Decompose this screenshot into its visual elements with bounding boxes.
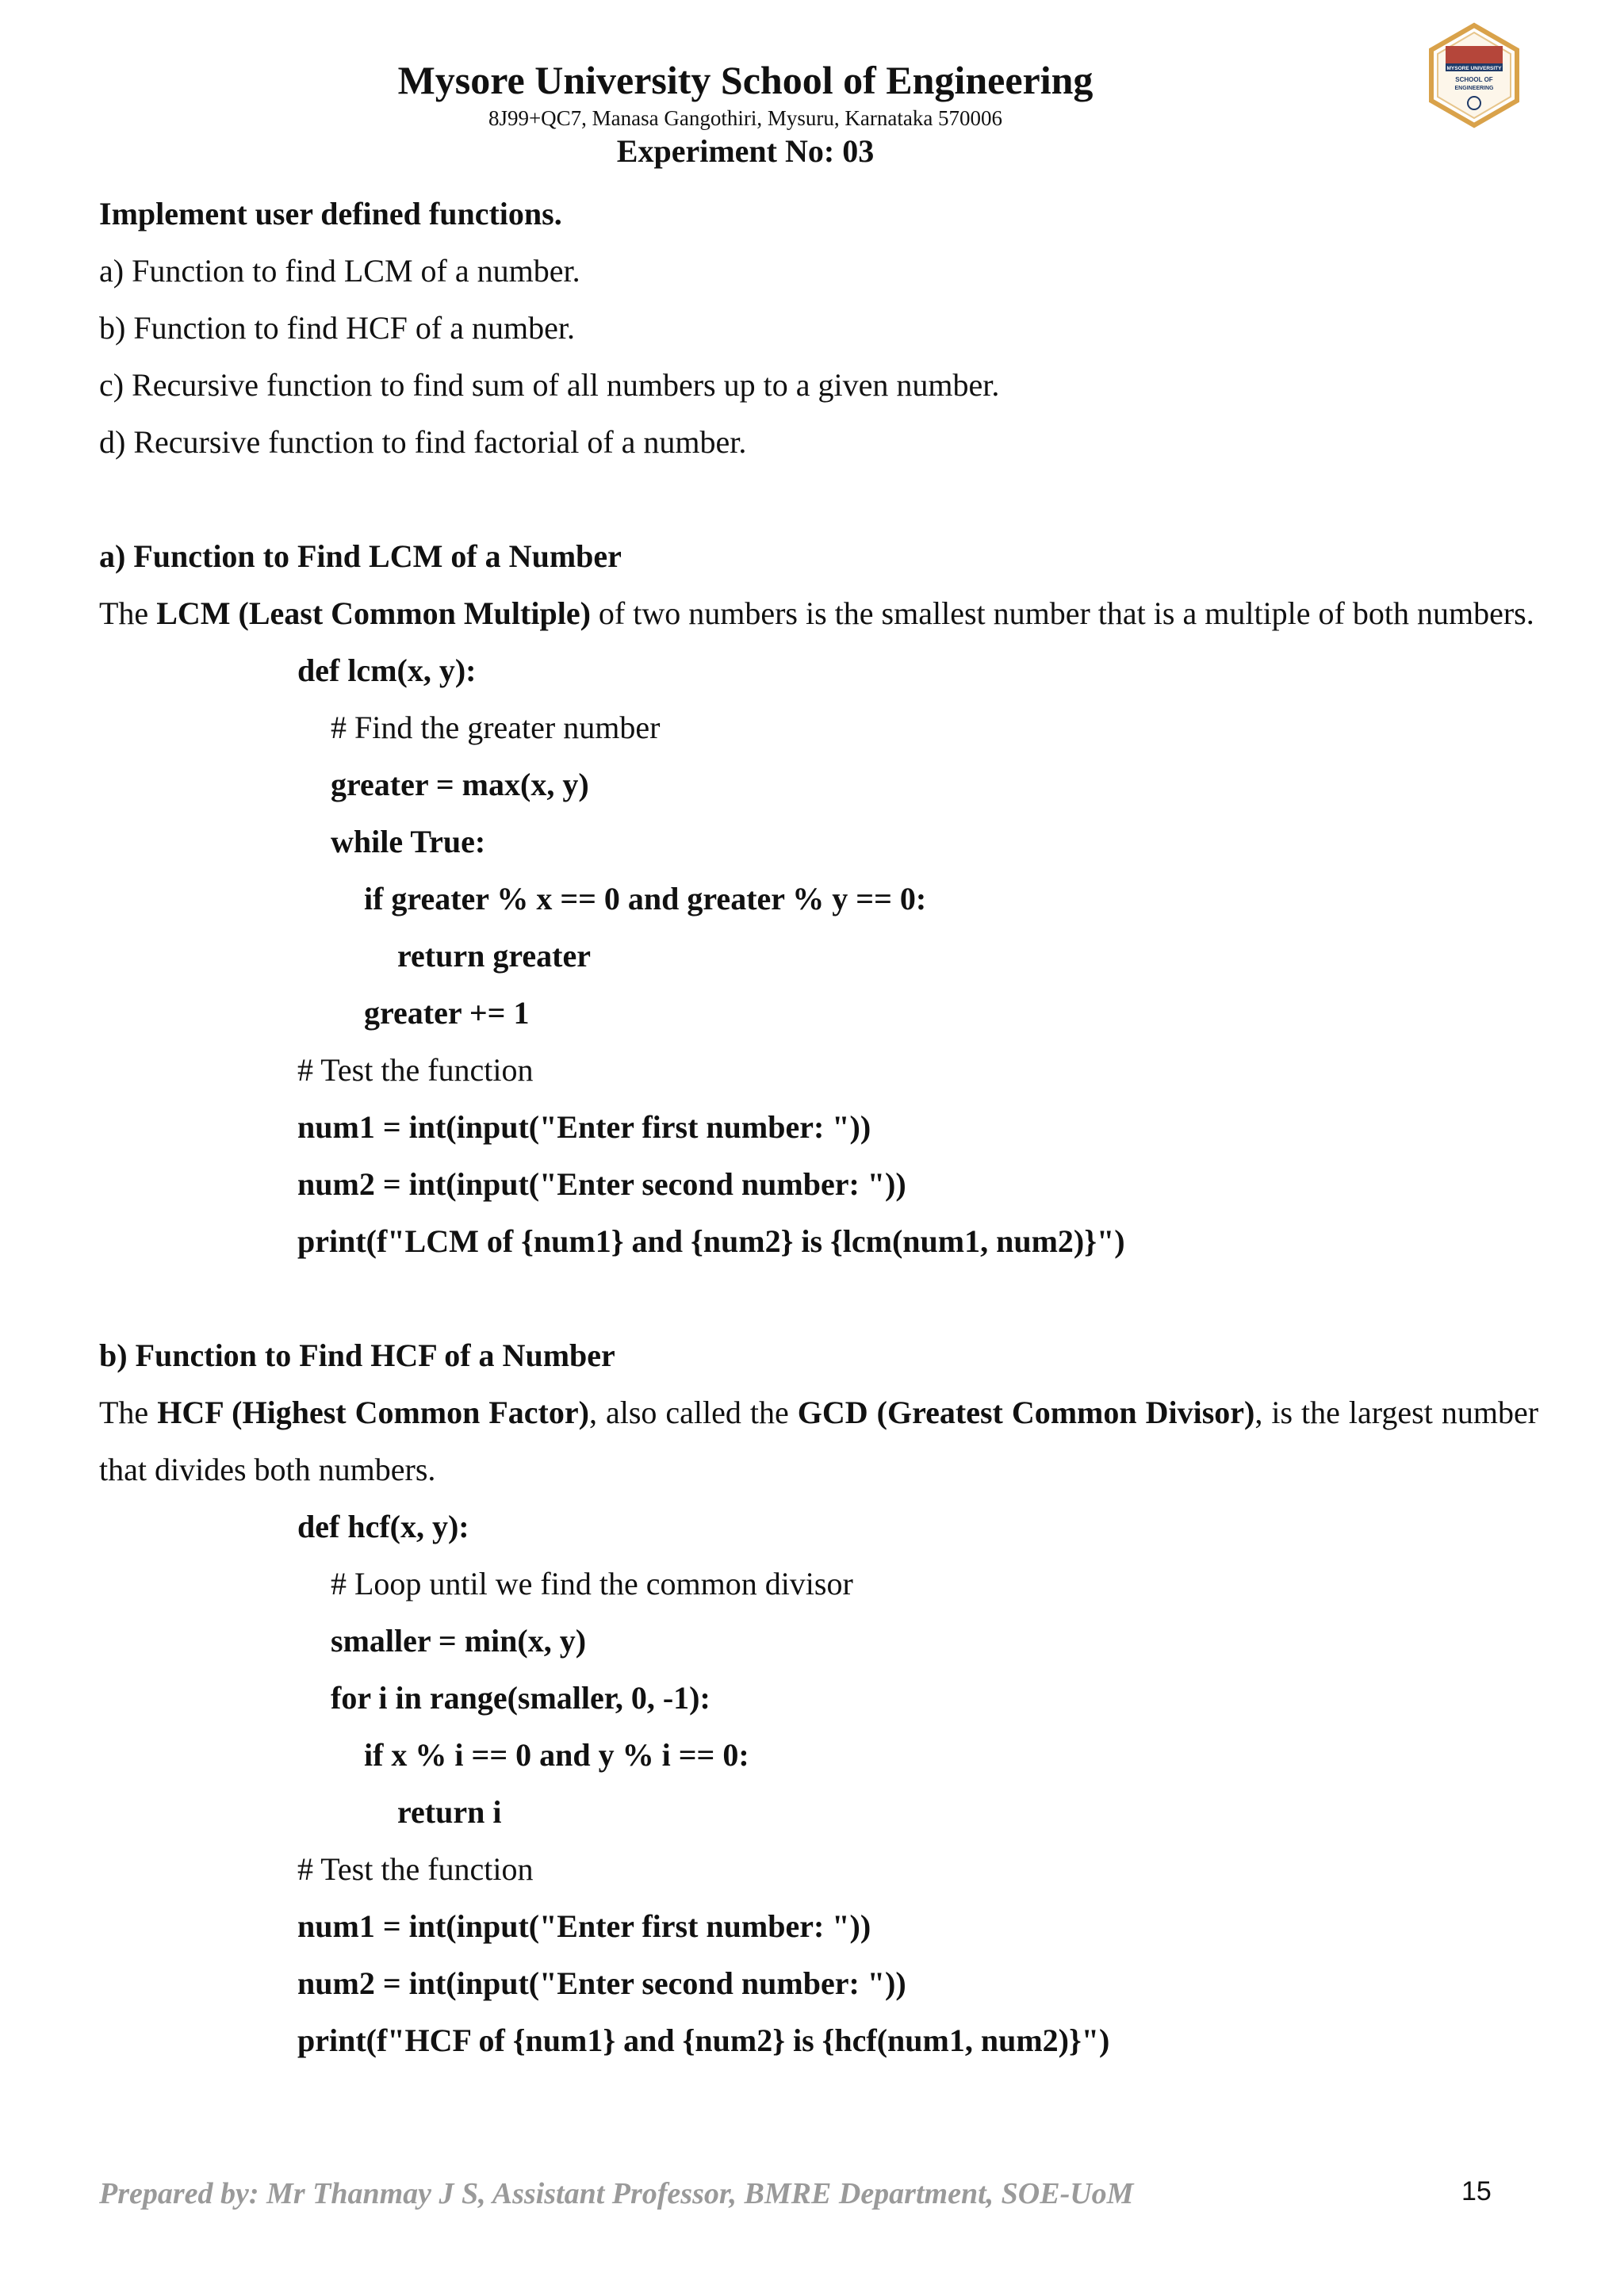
section-b-description: The HCF (Highest Common Factor), also called the GCD (Greatest Common Divisor), is the largest number that divides both numbers. bbox=[99, 1395, 1539, 1487]
code-line: greater += 1 bbox=[364, 995, 530, 1031]
prepared-by-footer: Prepared by: Mr Thanmay J S, Assistant Professor, BMRE Department, SOE-UoM bbox=[99, 2177, 1134, 2210]
experiment-number: Experiment No: 03 bbox=[616, 133, 875, 169]
code-line: num2 = int(input("Enter second number: ")) bbox=[297, 1965, 906, 2001]
palace-illustration bbox=[1446, 46, 1503, 63]
code-line: return greater bbox=[397, 938, 591, 974]
code-line: num1 = int(input("Enter first number: ")) bbox=[297, 1908, 871, 1944]
aim-item: d) Recursive function to find factorial of a number. bbox=[99, 424, 747, 460]
document-header bbox=[0, 55, 1491, 171]
logo-text-3: ENGINEERING bbox=[1454, 86, 1494, 91]
code-line: num1 = int(input("Enter first number: ")) bbox=[297, 1109, 871, 1145]
aim-heading: Implement user defined functions. bbox=[99, 196, 562, 232]
code-line: smaller = min(x, y) bbox=[331, 1623, 587, 1659]
code-line: while True: bbox=[331, 824, 486, 859]
code-line: def hcf(x, y): bbox=[297, 1509, 469, 1544]
logo-text-2: SCHOOL OF bbox=[1455, 76, 1493, 83]
code-comment: # Loop until we find the common divisor bbox=[331, 1566, 853, 1601]
university-title: Mysore University School of Engineering bbox=[397, 58, 1094, 102]
code-line: def lcm(x, y): bbox=[297, 652, 477, 688]
code-comment: # Test the function bbox=[297, 1851, 534, 1887]
code-line: if greater % x == 0 and greater % y == 0: bbox=[364, 881, 927, 916]
code-comment: # Test the function bbox=[297, 1052, 534, 1088]
code-line: return i bbox=[397, 1794, 502, 1830]
section-a-heading: a) Function to Find LCM of a Number bbox=[99, 538, 622, 574]
aim-item: c) Recursive function to find sum of all numbers up to a given number. bbox=[99, 367, 1000, 403]
aim-item: b) Function to find HCF of a number. bbox=[99, 310, 575, 346]
code-line: print(f"LCM of {num1} and {num2} is {lcm(num1, num2)}") bbox=[297, 1223, 1125, 1259]
lcm-code-block bbox=[99, 642, 1538, 1270]
code-line: num2 = int(input("Enter second number: ")) bbox=[297, 1166, 906, 1202]
page-number: 15 bbox=[1461, 2176, 1492, 2206]
document-body bbox=[99, 186, 1538, 2069]
code-comment: # Find the greater number bbox=[331, 710, 661, 745]
code-line: greater = max(x, y) bbox=[331, 767, 589, 802]
code-line: for i in range(smaller, 0, -1): bbox=[331, 1680, 710, 1716]
section-a-description: The LCM (Least Common Multiple) of two numbers is the smallest number that is a multiple of both numbers. bbox=[99, 595, 1534, 631]
university-address: 8J99+QC7, Manasa Gangothiri, Mysuru, Karnataka 570006 bbox=[488, 106, 1003, 130]
aim-item: a) Function to find LCM of a number. bbox=[99, 253, 580, 289]
logo-text-1: MYSORE UNIVERSITY bbox=[1446, 66, 1502, 71]
hcf-code-block bbox=[99, 1498, 1538, 2069]
section-b-heading: b) Function to Find HCF of a Number bbox=[99, 1337, 615, 1373]
university-logo bbox=[1421, 22, 1527, 128]
code-line: print(f"HCF of {num1} and {num2} is {hcf(num1, num2)}") bbox=[297, 2022, 1110, 2058]
code-line: if x % i == 0 and y % i == 0: bbox=[364, 1737, 749, 1773]
